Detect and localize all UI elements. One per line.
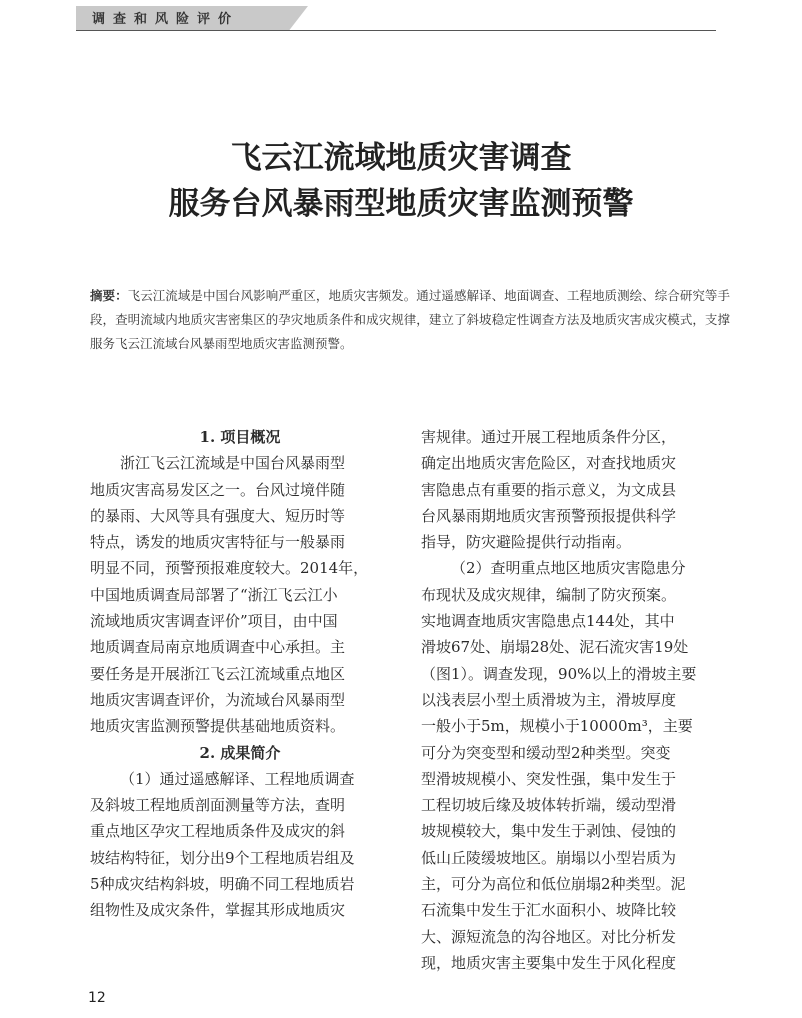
title-line-2: 服务台风暴雨型地质灾害监测预警	[168, 186, 634, 222]
body-line: 地质灾害监测预警提供基础地质资料。	[90, 717, 346, 736]
body-line: 5种成灾结构斜坡，明确不同工程地质岩	[90, 875, 355, 894]
left-column	[90, 424, 390, 924]
right-column	[421, 424, 721, 976]
body-line: 一般小于5m，规模小于10000m³，主要	[421, 717, 693, 736]
body-line: 害规律。通过开展工程地质条件分区，	[421, 428, 677, 446]
abstract	[90, 284, 730, 356]
body-line: 滑坡67处、崩塌28处、泥石流灾害19处	[421, 638, 689, 657]
body-line: 布现状及成灾规律，编制了防灾预案。	[421, 585, 677, 604]
section-heading: 1. 项目概况	[199, 428, 281, 446]
body-line: 及斜坡工程地质剖面测量等方法，查明	[90, 796, 346, 815]
abstract-label: 摘要：	[90, 288, 128, 303]
abstract-text: 飞云江流域是中国台风影响严重区，地质灾害频发。通过遥感解译、地面调查、工程地质测绘、综合研究等手段，查明流域内地质灾害密集区的孕灾地质条件和成灾规律，建立了斜坡稳定性调查方法及地质灾害成灾模式，支撑服务飞云江流域台风暴雨型地质灾害监测预警。	[90, 288, 730, 351]
body-line: 害隐患点有重要的指示意义，为文成县	[421, 480, 677, 499]
page-number: 12	[88, 990, 106, 1006]
body-line: 组物性及成灾条件，掌握其形成地质灾	[90, 901, 346, 920]
body-line: 地质灾害调查评价，为流域台风暴雨型	[90, 690, 346, 709]
body-line: 要任务是开展浙江飞云江流域重点地区	[90, 664, 346, 683]
body-line: 型滑坡规模小、突发性强，集中发生于	[421, 769, 677, 788]
body-line: 低山丘陵缓坡地区。崩塌以小型岩质为	[421, 848, 677, 867]
body-line: 坡规模较大，集中发生于剥蚀、侵蚀的	[421, 822, 677, 841]
body-line: 可分为突变型和缓动型2种类型。突变	[421, 743, 671, 762]
body-line: 现，地质灾害主要集中发生于风化程度	[421, 953, 677, 972]
body-line: 流域地质灾害调查评价”项目，由中国	[90, 612, 338, 631]
title-line-1: 飞云江流域地质灾害调查	[230, 140, 572, 176]
body-line: 石流集中发生于汇水面积小、坡降比较	[421, 901, 677, 920]
body-line: 台风暴雨期地质灾害预警预报提供科学	[421, 506, 677, 525]
body-line: 重点地区孕灾工程地质条件及成灾的斜	[90, 822, 346, 841]
body-line: 坡结构特征，划分出9个工程地质岩组及	[90, 848, 355, 867]
body-line: 浙江飞云江流域是中国台风暴雨型	[120, 454, 346, 473]
body-line: 大、源短流急的沟谷地区。对比分析发	[421, 927, 677, 946]
body-line: 主，可分为高位和低位崩塌2种类型。泥	[421, 875, 686, 894]
body-line: 的暴雨、大风等具有强度大、短历时等	[90, 506, 346, 525]
body-line: 特点，诱发的地质灾害特征与一般暴雨	[90, 533, 346, 552]
body-line: 指导，防灾避险提供行动指南。	[421, 533, 632, 552]
body-line: 地质灾害高易发区之一。台风过境伴随	[90, 480, 346, 499]
body-line: 实地调查地质灾害隐患点144处，其中	[421, 612, 675, 631]
body-line: 明显不同，预警预报难度较大。2014年，	[90, 559, 369, 578]
body-line: （2）查明重点地区地质灾害隐患分	[451, 559, 686, 578]
body-line: 地质调查局南京地质调查中心承担。主	[90, 638, 346, 657]
body-line: 确定出地质灾害危险区，对查找地质灾	[421, 454, 677, 473]
header-rule	[76, 30, 716, 31]
body-line: 以浅表层小型土质滑坡为主，滑坡厚度	[421, 690, 677, 709]
body-line: （图1）。调查发现，90%以上的滑坡主要	[421, 664, 697, 683]
body-line: （1）通过遥感解译、工程地质调查	[120, 769, 355, 788]
section-heading: 2. 成果简介	[199, 743, 281, 762]
body-line: 工程切坡后缘及坡体转折端，缓动型滑	[421, 796, 677, 815]
section-header: 调查和风险评价	[92, 12, 240, 27]
body-line: 中国地质调查局部署了“浙江飞云江小	[90, 585, 338, 604]
